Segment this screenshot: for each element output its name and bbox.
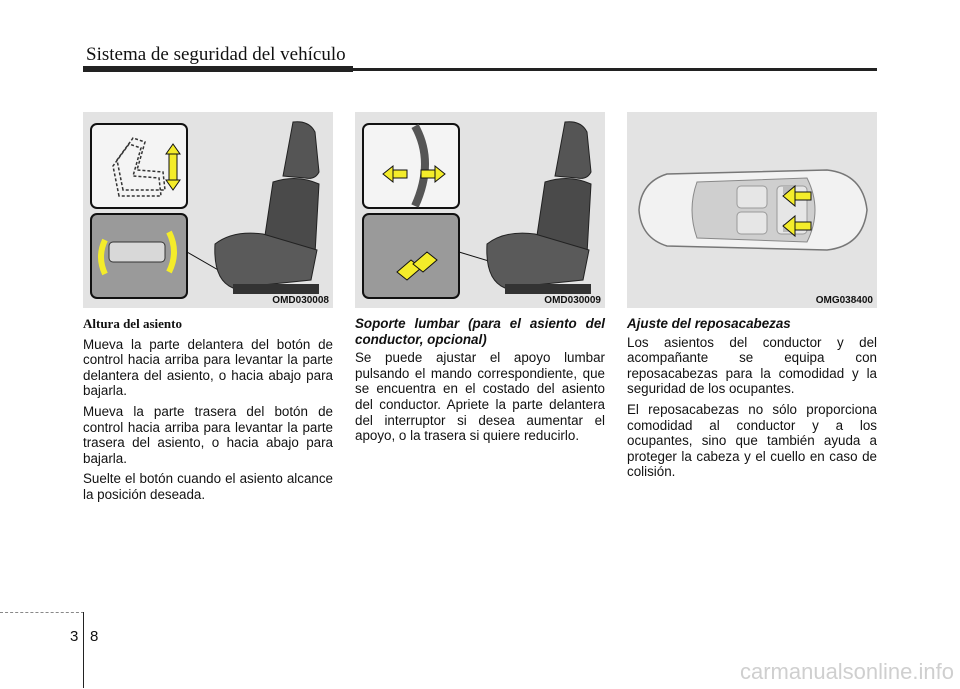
column-seat-height	[83, 316, 333, 508]
page-header-title: Sistema de seguridad del vehículo	[86, 44, 346, 65]
chapter-number: 3	[70, 628, 79, 645]
watermark: carmanualsonline.info	[739, 659, 954, 684]
car-top-view-illustration	[627, 112, 877, 308]
footer-guide-line	[0, 612, 84, 613]
paragraph: Suelte el botón cuando el asiento alcance la posición deseada.	[83, 471, 333, 502]
column-lumbar-support	[355, 316, 605, 449]
paragraph: Mueva la parte trasera del botón de control hacia arriba para levantar la parte trasera del asiento, o hacia abajo para bajarla.	[83, 403, 333, 466]
seat-height-illustration	[83, 112, 333, 308]
figure-headrest	[627, 112, 877, 308]
section-heading: Altura del asiento	[83, 316, 182, 331]
figure-code: OMG038400	[815, 295, 873, 306]
footer-rule	[83, 612, 84, 688]
page-number: 8	[90, 628, 99, 645]
paragraph: El reposacabezas no sólo proporciona comodidad al conductor y a los ocupantes, sino que también ayuda a proteger la cabeza y el cuello en caso de colisión.	[627, 401, 877, 480]
figure-code: OMD030008	[272, 295, 329, 306]
lumbar-support-illustration	[355, 112, 605, 308]
section-heading: Soporte lumbar (para el asiento del conductor, opcional)	[355, 316, 605, 347]
paragraph: Se puede ajustar el apoyo lumbar pulsando el mando correspondiente, que se encuentra en el costado del asiento del conductor. Apriete la parte delantera del interruptor si desea aumentar el apoyo, o la trasera si quiere reducirlo.	[355, 350, 605, 444]
figure-seat-height	[83, 112, 333, 308]
section-heading: Ajuste del reposacabezas	[627, 316, 791, 331]
header-rule-accent	[83, 66, 353, 72]
figure-lumbar-support	[355, 112, 605, 308]
paragraph: Mueva la parte delantera del botón de control hacia arriba para levantar la parte delantera del asiento, o hacia abajo para bajarla.	[83, 336, 333, 399]
figure-code: OMD030009	[544, 295, 601, 306]
column-headrest	[627, 316, 877, 485]
paragraph: Los asientos del conductor y del acompañante se equipa con reposacabezas para la comodidad y la seguridad de los ocupantes.	[627, 334, 877, 397]
